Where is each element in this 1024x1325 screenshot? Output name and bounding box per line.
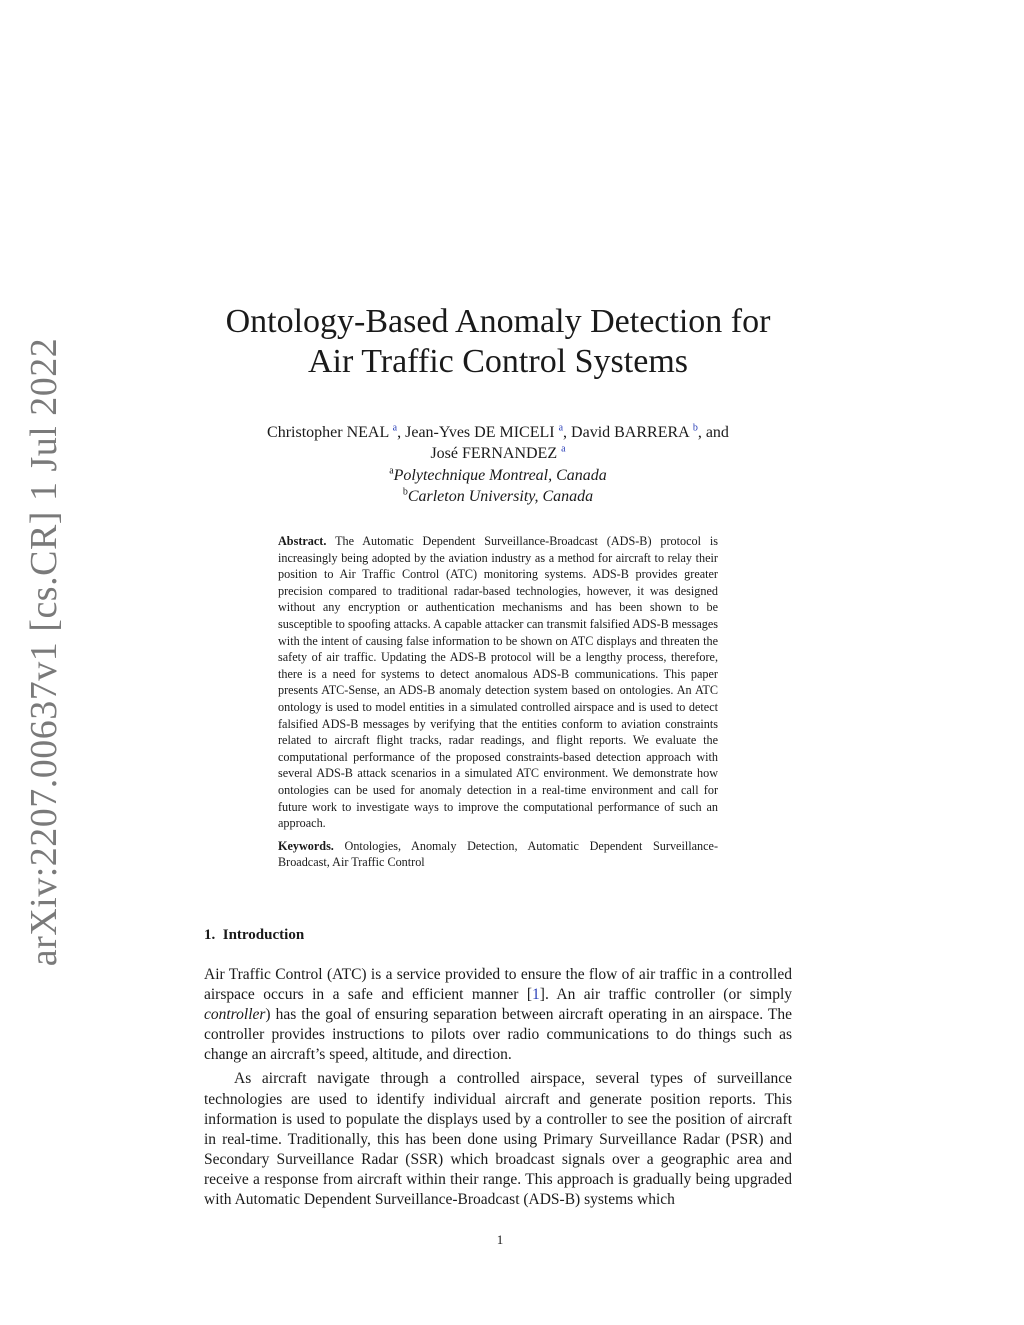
author-list-line-2 — [204, 443, 792, 464]
affiliation-mark-link[interactable]: a — [392, 422, 398, 434]
affiliation-mark-link[interactable]: a — [558, 422, 564, 434]
affiliation-mark-link[interactable]: a — [561, 443, 566, 455]
abstract-text: The Automatic Dependent Surveillance-Broadcast (ADS-B) protocol is increasingly being adopted by the aviation industry as a method for aircraft to relay their position to Air Traffic Control (ATC) monitoring systems. ADS-B provides greater precision compared to traditional radar-based technologies, however, it was designed without any encryption or authentication mechanisms and has been shown to be susceptible to spoofing attacks. A capable attacker can transmit falsified ADS-B messages with the intent of causing false information to be shown on ATC displays and threaten the safety of air traffic. Updating the ADS-B protocol will be a lengthy process, therefore, there is a need for systems to detect anomalous ADS-B communications. This paper presents ATC-Sense, an ADS-B anomaly detection system based on ontologies. An ATC ontology is used to model entities in a simulated controlled airspace and is used to detect falsified ADS-B messages by verifying that the entities conform to aviation constraints related to aircraft flight tracks, radar readings, and flight reports. We evaluate the computational performance of the proposed constraints-based detection approach with several ADS-B attack scenarios in a simulated ATC environment. We demonstrate how ontologies can be used for anomaly detection in a real-time environment and call for future work to investigate ways to improve the computational performance of such an approach. — [278, 534, 718, 831]
abstract-paragraph — [278, 533, 718, 832]
affiliation-mark: b — [402, 486, 408, 498]
keywords-label: Keywords. — [278, 838, 334, 853]
paragraph-text: Air Traffic Control (ATC) is a service provided to ensure the flow of air traffic in a controlled airspace occurs in a safe and efficient manner [ — [204, 966, 792, 1004]
paragraph-text: ) has the goal of ensuring separation between aircraft operating in an airspace. The controller provides instructions to pilots over radio communications to do things such as change an aircraft’s speed, altitude, and direction. — [204, 1006, 792, 1064]
section-heading-introduction — [204, 927, 304, 944]
arxiv-identifier-stamp: arXiv:2207.00637v1 [cs.CR] 1 Jul 2022 — [23, 337, 65, 967]
paper-title — [204, 302, 792, 382]
citation-link[interactable]: 1 — [532, 986, 540, 1004]
affiliation-carleton — [204, 486, 792, 507]
affiliation-name: Carleton University, Canada — [407, 488, 594, 505]
section-number: 1. — [204, 927, 216, 943]
author-de-miceli: , Jean-Yves DE MICELI — [397, 424, 555, 441]
abstract-label: Abstract. — [278, 534, 327, 548]
affiliation-name: Polytechnique Montreal, Canada — [393, 467, 607, 484]
paragraph-text: ]. An air traffic controller (or simply — [539, 986, 793, 1004]
author-block — [204, 422, 792, 507]
title-line-2: Air Traffic Control Systems — [307, 343, 688, 380]
keywords-text: Ontologies, Anomaly Detection, Automatic Dependent Surveillance-Broadcast, Air Traffic Control — [278, 838, 719, 870]
introduction-body — [204, 965, 792, 1210]
abstract-section — [278, 533, 718, 871]
affiliation-mark: a — [389, 465, 394, 477]
author-list — [204, 422, 792, 443]
author-separator-and: , and — [697, 424, 729, 441]
introduction-paragraph-2: As aircraft navigate through a controlled airspace, several types of surveillance technologies are used to identify individual aircraft and generate position reports. This information is used to populate the displays used by a controller to see the position of aircraft in real-time. Traditionally, this has been done using Primary Surveillance Radar (PSR) and Secondary Surveillance Radar (SSR) which broadcast signals over a geographic area and receive a response from aircraft within their range. This approach is gradually being upgraded with Automatic Dependent Surveillance-Broadcast (ADS-B) systems which — [204, 1070, 792, 1209]
emphasis-term: controller — [204, 1006, 266, 1024]
affiliation-polytechnique — [204, 465, 792, 486]
author-barrera: , David BARRERA — [563, 424, 689, 441]
affiliation-mark-link[interactable]: b — [692, 422, 698, 434]
author-fernandez: José FERNANDEZ — [430, 445, 558, 462]
section-title: Introduction — [222, 927, 305, 943]
title-line-1: Ontology-Based Anomaly Detection for — [225, 303, 771, 340]
author-neal: Christopher NEAL — [267, 424, 389, 441]
introduction-paragraph-1 — [204, 965, 792, 1065]
keywords-paragraph — [278, 838, 718, 871]
page-number: 1 — [496, 1232, 504, 1247]
